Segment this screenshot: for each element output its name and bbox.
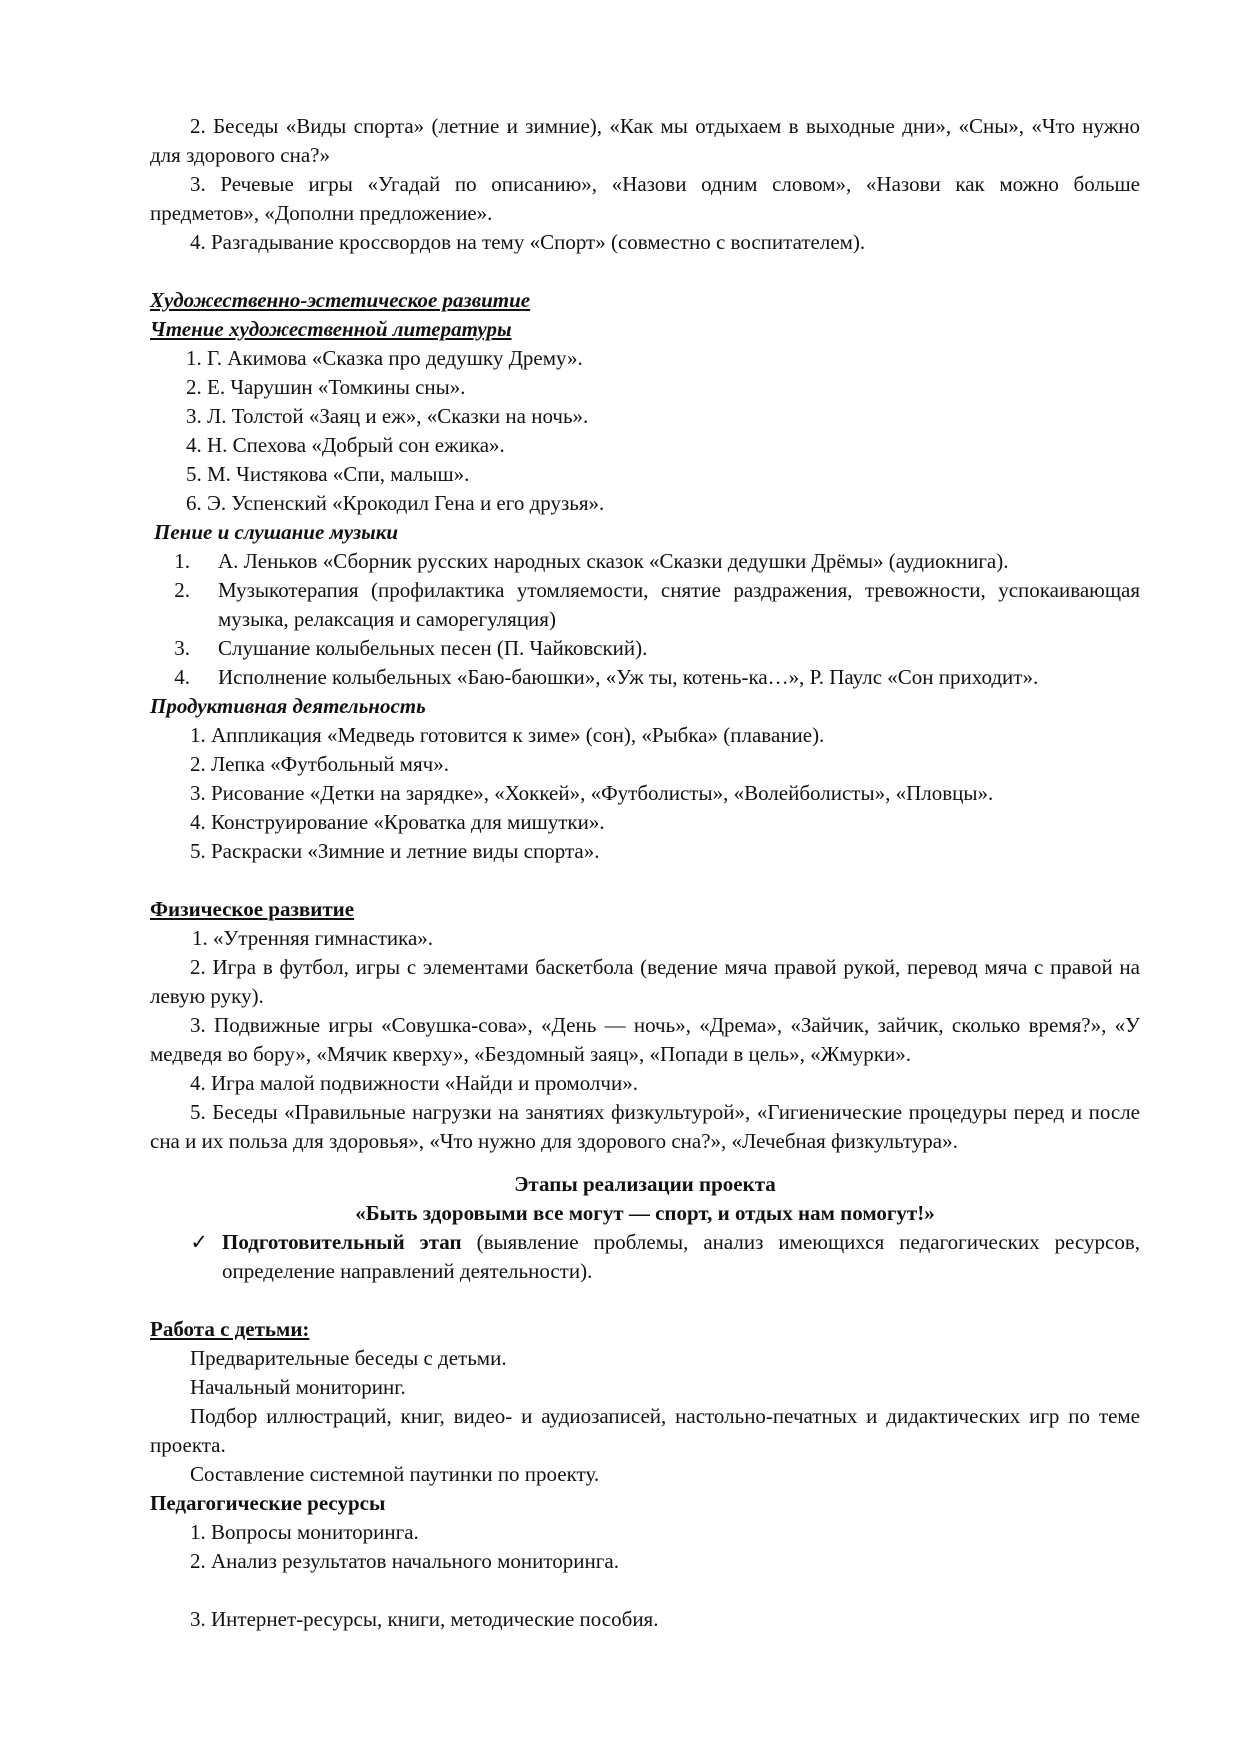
document-page	[150, 112, 1140, 1634]
resources-item: 2. Анализ результатов начального мониторинга.	[190, 1549, 619, 1573]
productive-item: 3. Рисование «Детки на зарядке», «Хоккей», «Футболисты», «Волейболисты», «Пловцы».	[190, 781, 994, 805]
music-item	[150, 547, 1140, 576]
physical-heading: Физическое развитие	[150, 897, 355, 921]
productive-item: 5. Раскраски «Зимние и летние виды спорта».	[190, 839, 600, 863]
music-item-text: А. Леньков «Сборник русских народных сказок «Сказки дедушки Дрёмы» (аудиокнига).	[218, 549, 1009, 573]
productive-heading: Продуктивная деятельность	[150, 694, 426, 718]
music-heading: Пение и слушание музыки	[154, 520, 399, 544]
reading-item: 1. Г. Акимова «Сказка про дедушку Дрему».	[186, 346, 583, 370]
spacer	[150, 257, 1140, 286]
productive-item: 1. Аппликация «Медведь готовится к зиме» (сон), «Рыбка» (плавание).	[190, 723, 825, 747]
children-work-item: Подбор иллюстраций, книг, видео- и аудиозаписей, настольно-печатных и дидактических игр по теме проекта.	[150, 1404, 1140, 1457]
physical-item: 5. Беседы «Правильные нагрузки на занятиях физкультурой», «Гигиенические процедуры перед и после сна и их польза для здоровья», «Что нужно для здорового сна?», «Лечебная физкультура».	[150, 1100, 1140, 1153]
resources-item: 3. Интернет-ресурсы, книги, методические пособия.	[190, 1607, 659, 1631]
top-item-3: 3. Речевые игры «Угадай по описанию», «Назови одним словом», «Назови как можно больше предметов», «Дополни предложение».	[150, 172, 1140, 225]
reading-item: 4. Н. Спехова «Добрый сон ежика».	[186, 433, 505, 457]
children-work-item: Предварительные беседы с детьми.	[190, 1346, 507, 1370]
stages-title: Этапы реализации проекта	[514, 1172, 776, 1196]
spacer	[150, 866, 1140, 895]
music-item-number: 2.	[174, 578, 190, 602]
top-item-2: 2. Беседы «Виды спорта» (летние и зимние), «Как мы отдыхаем в выходные дни», «Сны», «Что нужно для здорового сна?»	[150, 114, 1140, 167]
spacer	[150, 1156, 1140, 1170]
top-item-4: 4. Разгадывание кроссвордов на тему «Спорт» (совместно с воспитателем).	[190, 230, 866, 254]
prep-stage-item	[150, 1228, 1140, 1286]
music-item-text: Слушание колыбельных песен (П. Чайковский).	[218, 636, 648, 660]
spacer	[150, 1576, 1140, 1605]
productive-item: 2. Лепка «Футбольный мяч».	[190, 752, 449, 776]
art-heading: Художественно-эстетическое развитие	[150, 288, 531, 312]
reading-item: 6. Э. Успенский «Крокодил Гена и его друзья».	[186, 491, 605, 515]
physical-item: 2. Игра в футбол, игры с элементами баскетбола (ведение мяча правой рукой, перевод мяча с правой на левую руку).	[150, 955, 1140, 1008]
music-item	[150, 663, 1140, 692]
resources-item: 1. Вопросы мониторинга.	[190, 1520, 419, 1544]
music-item-text: Музыкотерапия (профилактика утомляемости, снятие раздражения, тревожности, успокаивающая музыка, релаксация и саморегуляция)	[218, 578, 1140, 631]
reading-item: 3. Л. Толстой «Заяц и еж», «Сказки на ночь».	[186, 404, 589, 428]
physical-item: 1. «Утренняя гимнастика».	[192, 926, 434, 950]
physical-item: 4. Игра малой подвижности «Найди и промолчи».	[190, 1071, 638, 1095]
reading-item: 5. М. Чистякова «Спи, малыш».	[186, 462, 470, 486]
resources-heading: Педагогические ресурсы	[150, 1491, 386, 1515]
prep-stage-description: (выявление проблемы, анализ имеющихся педагогических ресурсов, определение направлений деятельности).	[222, 1230, 1140, 1283]
music-item-text: Исполнение колыбельных «Баю-баюшки», «Уж ты, котень-ка…», Р. Паулс «Сон приходит».	[218, 665, 1039, 689]
prep-stage-label: Подготовительный этап	[222, 1230, 462, 1254]
physical-item: 3. Подвижные игры «Совушка-сова», «День — ночь», «Дрема», «Зайчик, зайчик, сколько время?», «У медведя во бору», «Мячик кверху», «Бездомный заяц», «Попади в цель», «Жмурки».	[150, 1013, 1140, 1066]
reading-heading: Чтение художественной литературы	[150, 317, 512, 341]
prep-stage-text	[222, 1228, 1140, 1286]
project-title: «Быть здоровыми все могут — спорт, и отдых нам помогут!»	[355, 1201, 935, 1225]
music-item-number: 3.	[174, 636, 190, 660]
children-work-item: Составление системной паутинки по проекту.	[190, 1462, 600, 1486]
children-work-heading: Работа с детьми:	[150, 1317, 310, 1341]
music-item-number: 1.	[174, 549, 190, 573]
productive-item: 4. Конструирование «Кроватка для мишутки».	[190, 810, 605, 834]
music-item	[150, 576, 1140, 634]
spacer	[150, 1286, 1140, 1315]
children-work-item: Начальный мониторинг.	[190, 1375, 406, 1399]
music-item-number: 4.	[174, 665, 190, 689]
checkmark-icon: ✓	[190, 1230, 208, 1254]
music-item	[150, 634, 1140, 663]
reading-item: 2. Е. Чарушин «Томкины сны».	[186, 375, 466, 399]
